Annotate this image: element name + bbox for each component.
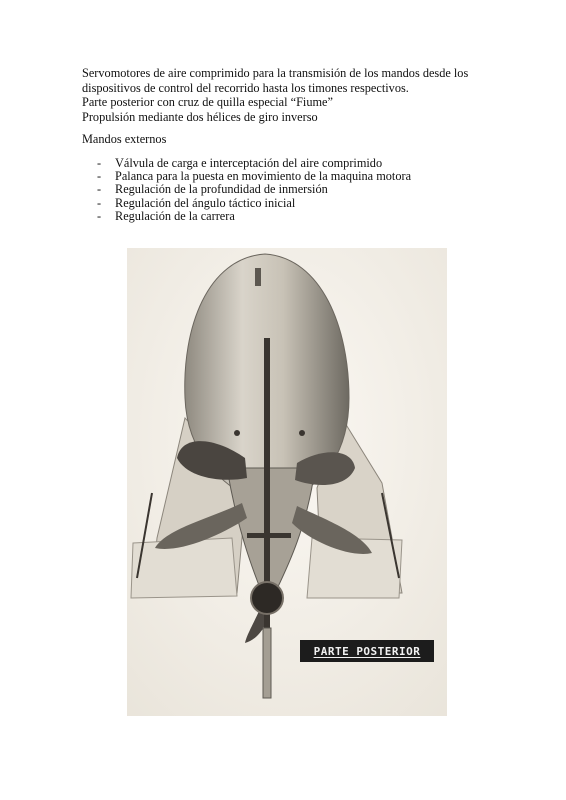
hull-rivet <box>234 430 240 436</box>
left-lower-plate <box>131 538 237 598</box>
intro-line: Propulsión mediante dos hélices de giro inverso <box>82 109 318 124</box>
list-item-text: Palanca para la puesta en movimiento de la maquina motora <box>115 169 412 184</box>
list-item-text: Válvula de carga e interceptación del aire comprimido <box>115 156 383 170</box>
propeller-hub <box>251 582 283 614</box>
list-item-text: Regulación de la carrera <box>115 208 235 223</box>
intro-line: Parte posterior con cruz de quilla especial “Fiume” <box>82 95 333 110</box>
photo-caption-text: PARTE POSTERIOR <box>313 644 421 658</box>
photo-caption <box>300 640 434 662</box>
intro-line: dispositivos de control del recorrido hasta los timones respectivos. <box>82 80 409 95</box>
intro-line: Servomotores de aire comprimido para la transmisión de los mandos desde los <box>82 66 469 80</box>
list-item <box>97 210 411 223</box>
bullet-dash: - <box>97 182 102 197</box>
hull-rivet <box>299 430 305 436</box>
torpedo-rear-photo <box>127 248 447 716</box>
rudder-crossbar <box>247 533 291 538</box>
bullet-dash: - <box>97 169 102 184</box>
controls-list <box>97 157 411 223</box>
bullet-dash: - <box>97 156 102 170</box>
bullet-dash: - <box>97 208 102 223</box>
list-item-text: Regulación del ángulo táctico inicial <box>115 195 296 210</box>
hull-marking <box>255 268 261 286</box>
intro-paragraph <box>82 66 522 124</box>
bullet-dash: - <box>97 195 102 210</box>
section-title: Mandos externos <box>82 132 167 146</box>
list-item-text: Regulación de la profundidad de inmersión <box>115 182 328 197</box>
lower-fin <box>263 628 271 698</box>
